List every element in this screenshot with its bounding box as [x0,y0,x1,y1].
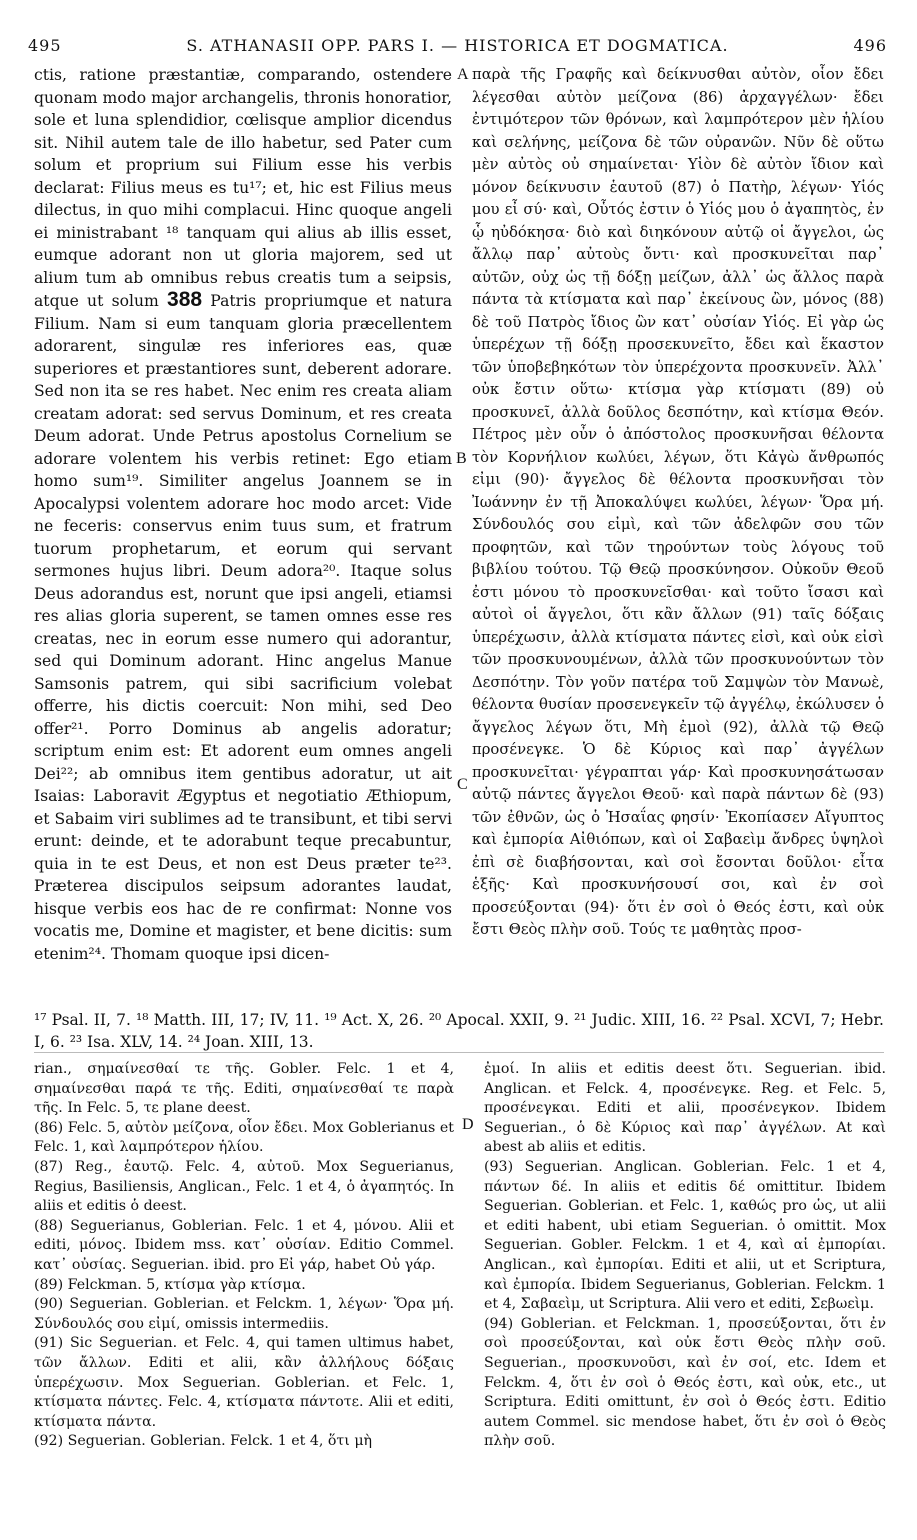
latin-text-2: Patris propriumque et natura Filium. Nam si eum tanquam gloria præcellentem adorarent, singulæ res inferiores eas, quæ superiores et præstantiores sunt, deberent adorare. Sed non ita se res habet. Nec enim res creata aliam creatam adorat: sed servus Dominum, et res creata Deum adorat. Unde Petrus apostolus Cornelium se adorare volentem his verbis retinet: Ego etiam homo sum¹⁹. Similiter angelus Joannem se in Apocalypsi volentem adorare hoc modo arcet: Vide ne feceris: conservus enim tuus sum, et fratrum tuorum prophetarum, et eorum qui servant sermones hujus libri. Deum adora²⁰. Itaque solus Deus adorandus est, norunt que ipsi angeli, etiamsi res alias gloria superent, se tamen omnes esse res creatas, nec in eorum esse numero qui adorantur, sed qui Dominum adorant. Hinc angelus Manue Samsonis patrem, qui sibi sacrificium volebat offerre, his dictis coercuit: Non mihi, sed Deo offer²¹. Porro Dominus ab angelis adoratur; scriptum enim est: Et adorent eum omnes angeli Dei²²; ab omnibus item gentibus adoratur, ut ait Isaias: Laboravit Ægyptus et negotiatio Æthiopum, et Sabaim viri sublimes ad te transibunt, et tibi servi erunt: deinde, et te adorabunt teque precabuntur, quia in te est Deus, et non est Deus præter te²³. Præterea discipulos seipsum adorantes laudat, hisque verbis eos hac de re confirmat: Nonne vos vocatis me, Domine et magister, et bene dicitis: sum etenim²⁴. Thomam quoque ipsi dicen- [34,292,452,963]
latin-text-part-1 [34,64,452,965]
column-number: 388 [167,288,203,311]
page-number-left: 495 [28,36,62,55]
critical-notes-left [34,1060,454,1452]
note: rian., σημαίνεσθαί τε τῆς. Gobler. Felc. 1 et 4, σημαίνεσθαι παρά τε τῆς. Editi, σημαίνεσθαί τε παρὰ τῆς. In Felc. 5, τε plane deest. [34,1061,454,1117]
note: (91) Sic Seguerian. et Felc. 4, qui tamen ultimus habet, τῶν ἄλλων. Editi et alii, κἂν ἀλλήλους δόξαις ὑπερέχωσιν. Mox Seguerian. Goblerian. et Felc. 1, κτίσματα πάντες. Felc. 4, κτίσματα πάντοτε. Alii et editi, κτίσματα πάντα. [34,1335,454,1430]
separator-rule [34,1052,884,1053]
note: (86) Felc. 5, αὐτὸν μείζονα, οἷον ἔδει. Mox Goblerianus et Felc. 1, καὶ λαμπρότερον ἡλίου. [34,1119,454,1156]
greek-column [472,64,884,942]
note: (94) Goblerian. et Felckman. 1, προσεύξονται, ὅτι ἐν σοὶ προσεύξονται, καὶ οὐκ ἔστι Θεὸς πλὴν σοῦ. Seguerian., προσκυνοῦσι, καὶ ἐν σοί, etc. Idem et Felckm. 4, ὅτι ἐν σοὶ ὁ Θεός ἐστι, καὶ οὐκ, etc., ut Scriptura. Editi omittunt, ἐν σοὶ ὁ Θεός ἐστι. Editio autem Commel. sic mendose habet, ὅτι ἐν σοὶ ὁ Θεὸς πλὴν σοῦ. [484,1315,886,1450]
margin-marker-a: A [457,66,469,83]
latin-column [34,64,452,965]
margin-marker-b: B [456,450,467,467]
running-header [28,36,887,62]
margin-marker-c: C [457,776,468,793]
critical-notes-right [484,1060,886,1452]
note: (89) Felckman. 5, κτίσμα γὰρ κτίσμα. [34,1276,306,1293]
greek-text: παρὰ τῆς Γραφῆς καὶ δείκνυσθαι αὐτὸν, οἷον ἔδει λέγεσθαι αὐτὸν μείζονα (86) ἀρχαγγέλων· ἔδει ἐντιμότερον τῶν θρόνων, καὶ λαμπρότερον μὲν ἡλίου καὶ σελήνης, μείζονα δὲ τῶν οὐρανῶν. Νῦν δὲ οὕτω μὲν αὐτὸς οὐ σημαίνεται· Υἱὸν δὲ αὐτὸν ἴδιον καὶ μόνον δείκνυσιν ἑαυτοῦ (87) ὁ Πατὴρ, λέγων· Υἱός μου εἶ σύ· καὶ, Οὗτός ἐστιν ὁ Υἱός μου ὁ ἀγαπητὸς, ἐν ᾧ ηὐδόκησα· διὸ καὶ διηκόνουν αὐτῷ οἱ ἄγγελοι, ὡς ἄλλῳ παρ᾽ αὐτοὺς ὄντι· καὶ προσκυνεῖται παρ᾽ αὐτῶν, οὐχ ὡς τῇ δόξῃ μείζων, ἀλλ᾽ ὡς ἄλλος παρὰ πάντα τὰ κτίσματα καὶ παρ᾽ ἐκείνους ὢν, μόνος (88) δὲ τοῦ Πατρὸς ἴδιος ὢν κατ᾽ οὐσίαν Υἱός. Εἰ γὰρ ὡς ὑπερέχων τῇ δόξῃ προσεκυνεῖτο, ἔδει καὶ ἕκαστον τῶν ὑποβεβηκότων τὸν ὑπερέχοντα προσκυνεῖν. Ἀλλ᾽ οὐκ ἔστιν οὕτω· κτίσμα γὰρ κτίσματι (89) οὐ προσκυνεῖ, ἀλλὰ δοῦλος δεσπότην, καὶ κτίσμα Θεόν. Πέτρος μὲν οὖν ὁ ἀπόστολος προσκυνῆσαι θέλοντα τὸν Κορνήλιον κωλύει, λέγων, ὅτι Κἀγὼ ἄνθρωπός εἰμι (90)· ἄγγελος δὲ θέλοντα προσκυνῆσαι τὸν Ἰωάννην ἐν τῇ Ἀποκαλύψει κωλύει, λέγων· Ὅρα μή. Σύνδουλός σου εἰμὶ, καὶ τῶν ἀδελφῶν σου τῶν προφητῶν, καὶ τῶν τηρούντων τοὺς λόγους τοῦ βιβλίου τούτου. Τῷ Θεῷ προσκύνησον. Οὐκοῦν Θεοῦ ἐστι μόνου τὸ προσκυνεῖσθαι· καὶ τοῦτο ἴσασι καὶ αὐτοὶ οἱ ἄγγελοι, ὅτι κἂν ἄλλων (91) ταῖς δόξαις ὑπερέχωσιν, ἀλλὰ κτίσματα πάντες εἰσὶ, καὶ οὐκ εἰσὶ τῶν προσκυνουμένων, ἀλλὰ τῶν προσκυνούντων τὸν Δεσπότην. Τὸν γοῦν πατέρα τοῦ Σαμψὼν τὸν Μανωὲ, θέλοντα θυσίαν προσενεγκεῖν τῷ ἀγγέλῳ, ἐκώλυσεν ὁ ἄγγελος λέγων ὅτι, Μὴ ἐμοὶ (92), ἀλλὰ τῷ Θεῷ προσένεγκε. Ὁ δὲ Κύριος καὶ παρ᾽ ἀγγέλων προσκυνεῖται· γέγραπται γάρ· Καὶ προσκυνησάτωσαν αὐτῷ πάντες ἄγγελοι Θεοῦ· καὶ παρὰ πάντων δὲ (93) τῶν ἐθνῶν, ὡς ὁ Ἡσαΐας φησίν· Ἐκοπίασεν Αἴγυπτος καὶ ἐμπορία Αἰθιόπων, καὶ οἱ Σαβαεὶμ ἄνδρες ὑψηλοὶ ἐπὶ σὲ διαβήσονται, καὶ σοὶ ἔσονται δοῦλοι· εἶτα ἑξῆς· Καὶ προσκυνήσουσί σοι, καὶ ἐν σοὶ προσεύξονται (94)· ὅτι ἐν σοὶ ὁ Θεός ἐστι, καὶ οὐκ ἔστι Θεὸς πλὴν σοῦ. Τούς τε μαθητὰς προσ- [472,66,884,938]
note: (90) Seguerian. Goblerian. et Felckm. 1, λέγων· Ὅρα μή. Σύνδουλός σου εἰμί, omissis intermediis. [34,1296,454,1332]
page-number-right: 496 [853,36,887,55]
scripture-references: ¹⁷ Psal. II, 7. ¹⁸ Matth. III, 17; IV, 11. ¹⁹ Act. X, 26. ²⁰ Apocal. XXII, 9. ²¹ Judic. XIII, 16. ²² Psal. XCVI, 7; Hebr. I, 6. ²³ Isa. XLV, 14. ²⁴ Joan. XIII, 13. [34,1011,884,1051]
note: (87) Reg., ἑαυτῷ. Felc. 4, αὐτοῦ. Mox Seguerianus, Regius, Basiliensis, Anglican., Felc. 1 et 4, ὁ ἀγαπητός. In aliis et editis ὁ deest. [34,1158,454,1215]
note: (92) Seguerian. Goblerian. Felck. 1 et 4, ὅτι μὴ [34,1433,373,1450]
note: ἐμοί. In aliis et editis deest ὅτι. Seguerian. ibid. Anglican. et Felck. 4, προσένεγκε. Reg. et Felc. 5, προσένεγκαι. Editi et alii, προσένεγκον. Ibidem Seguerian., ὁ δὲ Κύριος καὶ παρ᾽ ἀγγέλων. At καὶ abest ab aliis et editis. [484,1061,886,1156]
note: (88) Seguerianus, Goblerian. Felc. 1 et 4, μόνου. Alii et editi, μόνος. Ibidem mss. κατ᾽ οὐσίαν. Editio Commel. κατ᾽ οὐσίας. Seguerian. ibid. pro Εἰ γάρ, habet Οὐ γάρ. [34,1217,454,1273]
running-title: S. ATHANASII OPP. PARS I. — HISTORICA ET DOGMATICA. [186,36,729,55]
latin-text-1: ctis, ratione præstantiæ, comparando, ostendere quonam modo major archangelis, thronis honoratior, sole et luna splendidior, cœlisque amplior dicendus sit. Nihil autem tale de illo habetur, sed Pater cum solum et proprium sui Filium esse his verbis declarat: Filius meus es tu¹⁷; et, hic est Filius meus dilectus, in quo mihi complacui. Hinc quoque angeli ei ministrabant ¹⁸ tanquam qui alius ab illis esset, eumque adorant non ut gloria majorem, sed ut alium tum ab omnibus rebus creatis tum a seipsis, atque ut solum [34,66,452,310]
margin-marker-d: D [462,1116,474,1133]
note: (93) Seguerian. Anglican. Goblerian. Felc. 1 et 4, πάντων δέ. In aliis et editis δέ omittitur. Ibidem Seguerian. Goblerian. et Felc. 1, καθώς pro ὡς, ut alii et editi habent, ubi etiam Seguerian. ὁ omittit. Mox Seguerian. Gobler. Felckm. 1 et 4, καὶ αἱ ἐμπορίαι. Anglican., καὶ ἐμπορίαι. Editi et alii, ut et Scriptura, καὶ ἐμπορία. Ibidem Seguerianus, Goblerian. Felckm. 1 et 4, Σαβαεὶμ, ut Scriptura. Alii vero et editi, Σεβωεὶμ. [484,1158,886,1313]
